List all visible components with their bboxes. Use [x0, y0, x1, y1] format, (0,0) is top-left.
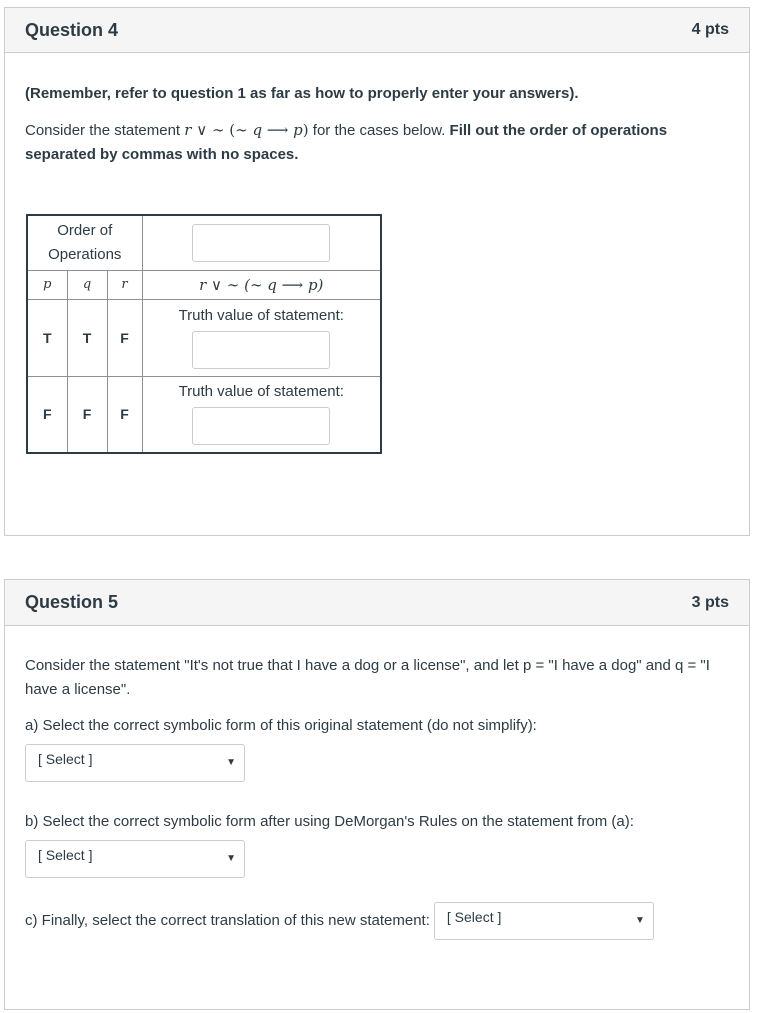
order-of-operations-cell [142, 215, 381, 270]
part-c-select[interactable] [434, 902, 654, 940]
consider-prefix: Consider the statement [25, 122, 185, 139]
math-rparen: ) [302, 121, 309, 139]
question-4-body [5, 53, 749, 167]
question-4-header [5, 8, 749, 53]
part-a-select[interactable] [25, 744, 245, 782]
math-lparen: ( [224, 121, 236, 139]
question-4-title: Question 4 [25, 19, 119, 40]
part-c-row [25, 902, 729, 940]
math-arrow: ⟶ [262, 121, 294, 139]
table-row [27, 376, 381, 453]
row-2-q: F [67, 376, 107, 453]
math-neg: ∼ [211, 121, 225, 139]
math-neg: ∼ [235, 121, 248, 139]
part-b-select-value: [ Select ] [38, 847, 93, 863]
part-c-select-value: [ Select ] [446, 909, 502, 925]
truth-table [26, 214, 382, 454]
instructions-bold: Fill out the order of operations separated by commas with no spaces. [25, 122, 668, 163]
question-5-title: Question 5 [25, 592, 119, 612]
question-5-body [5, 626, 749, 940]
order-of-operations-label: Order of Operations [27, 215, 142, 270]
row-2-answer-cell [142, 376, 381, 453]
question-4 [4, 7, 750, 536]
part-b-label: b) Select the correct symbolic form after using DeMorgan's Rules on the statement from (a): [25, 813, 634, 830]
row-2-p: F [27, 376, 67, 453]
truth-value-label: Truth value of statement: [178, 306, 344, 324]
question-5-intro: Consider the statement "It's not true that I have a dog or a license", and let p = "I have a dog" and q = "I have a license". [25, 657, 710, 698]
row-2-truth-input[interactable] [192, 407, 330, 445]
part-a-select-value: [ Select ] [38, 751, 93, 767]
header-expression: r ∨ ∼ (∼ q ⟶ p) [142, 270, 381, 299]
question-4-instructions [25, 118, 729, 167]
part-b-select[interactable] [25, 840, 245, 878]
row-1-answer-cell [142, 299, 381, 376]
chevron-down-icon: ▼ [226, 757, 236, 768]
question-5 [4, 579, 750, 1010]
statement-math [184, 121, 308, 139]
part-c-label: c) Finally, select the correct translation of this new statement: [25, 912, 430, 929]
row-2-r: F [107, 376, 142, 453]
row-1-truth-input[interactable] [192, 331, 330, 369]
truth-value-label: Truth value of statement: [178, 383, 344, 401]
consider-suffix: for the cases below. [308, 122, 450, 139]
header-p: p [27, 270, 67, 299]
math-q: q [247, 121, 263, 139]
row-1-p: T [27, 299, 67, 376]
row-1-q: T [67, 299, 107, 376]
chevron-down-icon: ▼ [634, 915, 645, 926]
order-of-operations-input[interactable] [192, 224, 330, 262]
table-row [27, 299, 381, 376]
question-4-points: 4 pts [691, 21, 729, 38]
header-q: q [67, 270, 107, 299]
question-5-points: 3 pts [691, 593, 729, 611]
math-r: r [184, 121, 192, 139]
math-or: ∨ [191, 121, 212, 139]
remember-note: (Remember, refer to question 1 as far as how to properly enter your answers). [25, 85, 579, 102]
part-a-label: a) Select the correct symbolic form of this original statement (do not simplify): [25, 717, 537, 734]
math-p: p [293, 121, 303, 139]
question-5-header [5, 580, 749, 626]
row-1-r: F [107, 299, 142, 376]
chevron-down-icon: ▼ [226, 853, 236, 864]
header-r: r [107, 270, 142, 299]
